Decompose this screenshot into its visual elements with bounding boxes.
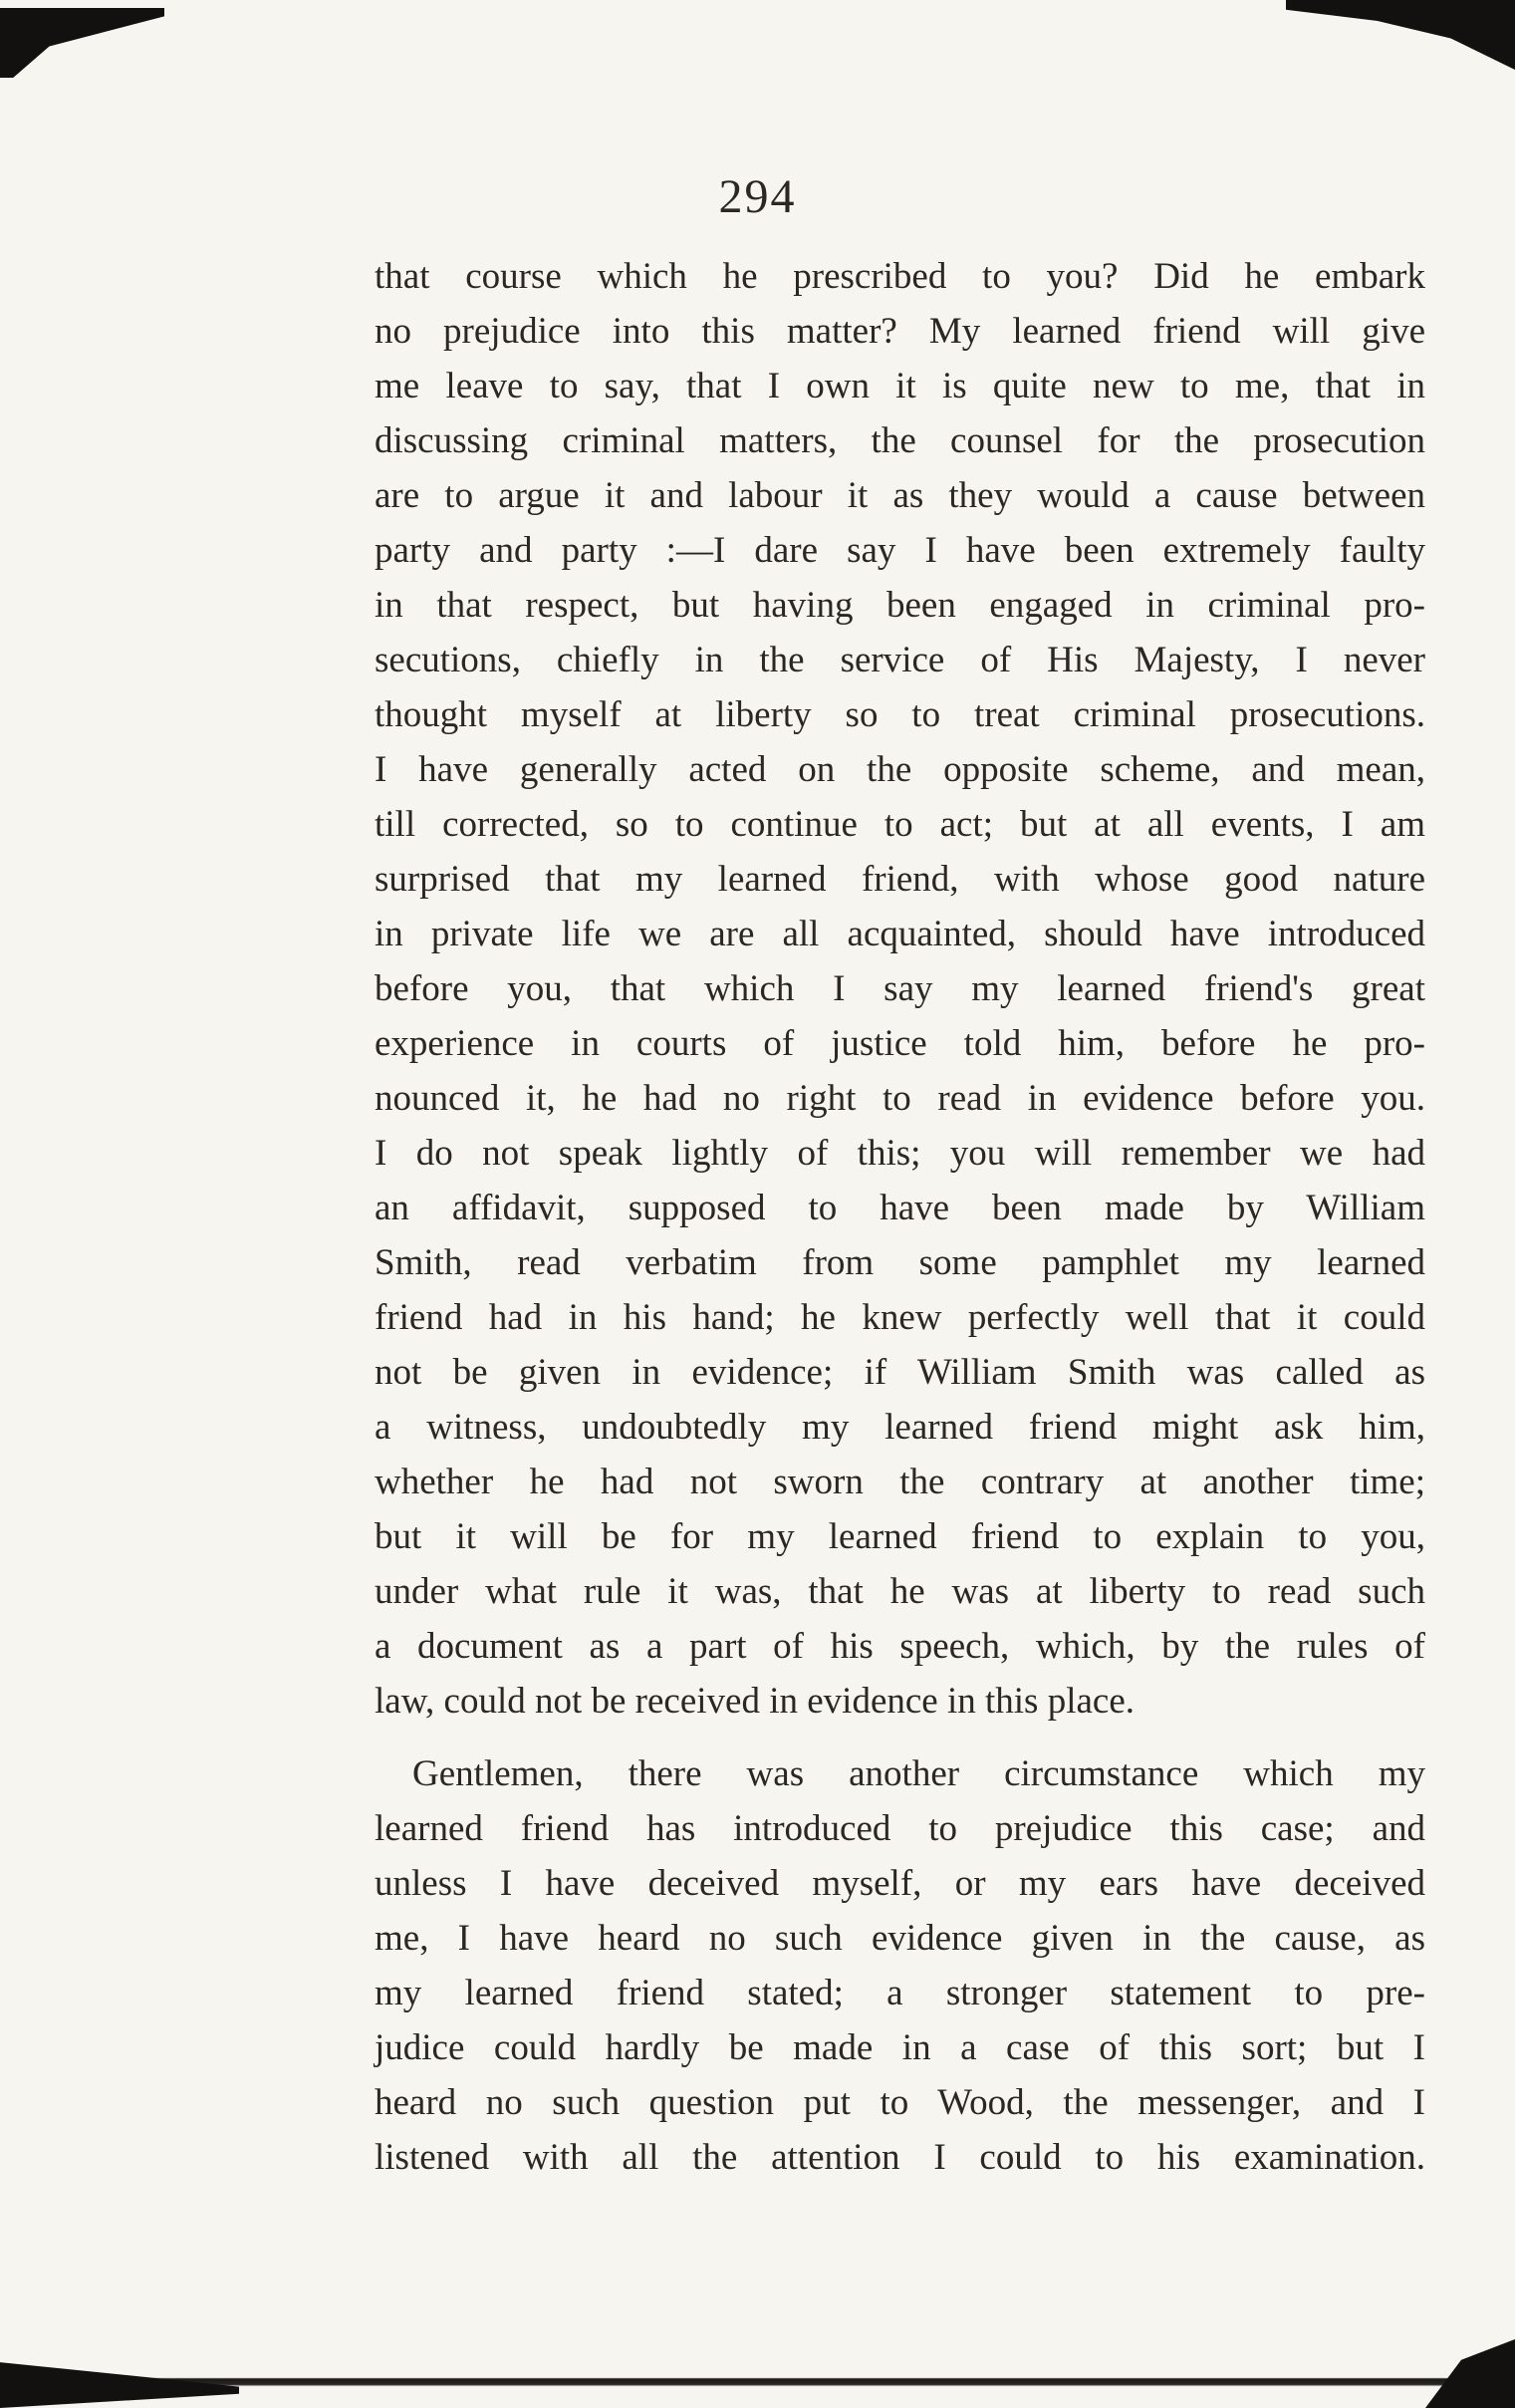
text-line: a witness, undoubtedly my learned friend might ask him, bbox=[375, 1407, 1425, 1448]
text-line: in that respect, but having been engaged in criminal pro- bbox=[375, 585, 1425, 626]
text-line: thought myself at liberty so to treat criminal prosecutions. bbox=[375, 694, 1425, 735]
text-line: Smith, read verbatim from some pamphlet my learned bbox=[375, 1242, 1425, 1283]
text-line: me, I have heard no such evidence given in the cause, as bbox=[375, 1918, 1425, 1959]
scan-edge-shadow-top-left bbox=[0, 8, 164, 78]
text-line: judice could hardly be made in a case of this sort; but I bbox=[375, 2027, 1425, 2068]
body-text bbox=[375, 249, 1425, 2185]
text-line: friend had in his hand; he knew perfectly well that it could bbox=[375, 1297, 1425, 1338]
text-line: are to argue it and labour it as they would a cause between bbox=[375, 475, 1425, 516]
text-line: but it will be for my learned friend to explain to you, bbox=[375, 1516, 1425, 1557]
text-line: nounced it, he had no right to read in evidence before you. bbox=[375, 1078, 1425, 1119]
text-line: till corrected, so to continue to act; but at all events, I am bbox=[375, 804, 1425, 845]
text-line: surprised that my learned friend, with whose good nature bbox=[375, 859, 1425, 900]
text-line: discussing criminal matters, the counsel for the prosecution bbox=[375, 420, 1425, 461]
paragraph-1 bbox=[375, 249, 1425, 1729]
scan-edge-shadow-bottom bbox=[0, 2361, 1515, 2408]
text-line: that course which he prescribed to you? Did he embark bbox=[375, 256, 1425, 297]
text-line: I do not speak lightly of this; you will remember we had bbox=[375, 1133, 1425, 1174]
paragraph-gap bbox=[375, 1729, 1425, 1746]
text-line: an affidavit, supposed to have been made by William bbox=[375, 1188, 1425, 1228]
text-line: unless I have deceived myself, or my ears have deceived bbox=[375, 1863, 1425, 1904]
text-line: a document as a part of his speech, which, by the rules of bbox=[375, 1626, 1425, 1667]
text-line: law, could not be received in evidence in this place. bbox=[375, 1681, 1135, 1722]
text-line: whether he had not sworn the contrary at another time; bbox=[375, 1462, 1425, 1502]
text-line: before you, that which I say my learned friend's great bbox=[375, 968, 1425, 1009]
text-line: under what rule it was, that he was at liberty to read such bbox=[375, 1571, 1425, 1612]
text-line: no prejudice into this matter? My learned friend will give bbox=[375, 311, 1425, 352]
text-line: not be given in evidence; if William Smith was called as bbox=[375, 1352, 1425, 1393]
paragraph-2 bbox=[375, 1746, 1425, 2185]
text-line: in private life we are all acquainted, should have introduced bbox=[375, 914, 1425, 954]
text-line: Gentlemen, there was another circumstance which my bbox=[412, 1753, 1425, 1794]
text-line: learned friend has introduced to prejudice this case; and bbox=[375, 1808, 1425, 1849]
text-line: my learned friend stated; a stronger statement to pre- bbox=[375, 1973, 1425, 2013]
text-line: I have generally acted on the opposite scheme, and mean, bbox=[375, 749, 1425, 790]
text-line: experience in courts of justice told him, before he pro- bbox=[375, 1023, 1425, 1064]
text-line: me leave to say, that I own it is quite new to me, that in bbox=[375, 366, 1425, 406]
text-line: secutions, chiefly in the service of His Majesty, I never bbox=[375, 640, 1425, 680]
text-line: party and party :—I dare say I have been extremely faulty bbox=[375, 530, 1425, 571]
page-number: 294 bbox=[718, 170, 797, 223]
scan-edge-shadow-top-right bbox=[1286, 0, 1515, 70]
text-line: listened with all the attention I could to his examination. bbox=[375, 2137, 1425, 2178]
text-line: heard no such question put to Wood, the messenger, and I bbox=[375, 2082, 1425, 2123]
